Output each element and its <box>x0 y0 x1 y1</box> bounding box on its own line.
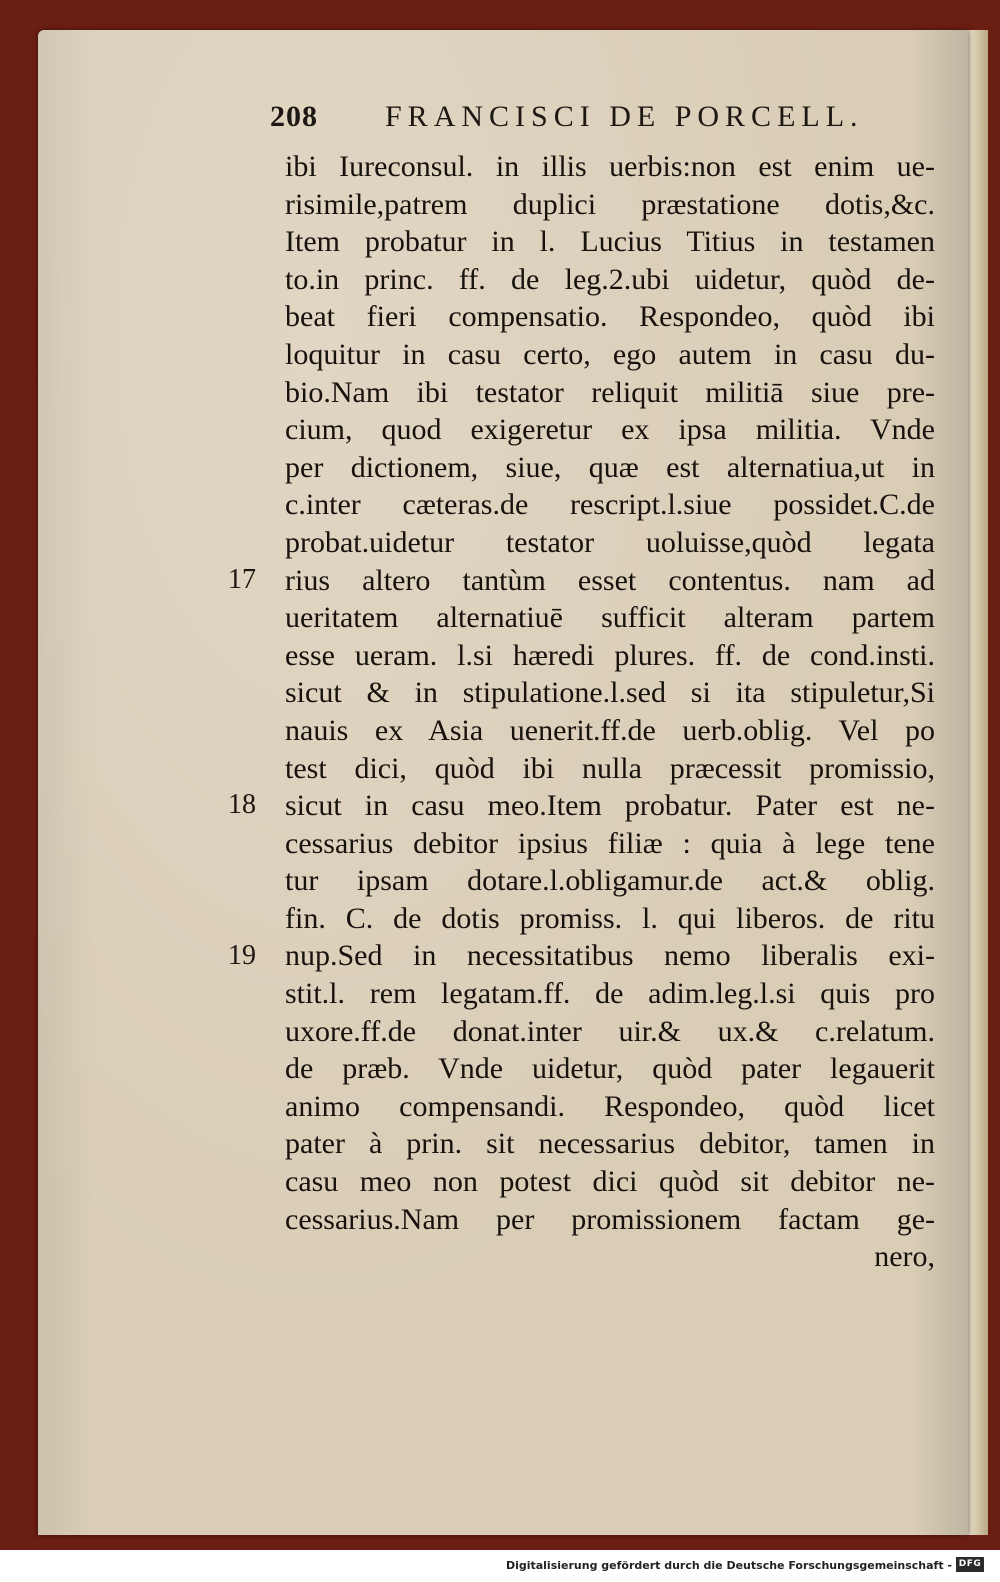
text-line: casu meo non potest dici quòd sit debitor ne- <box>285 1165 935 1199</box>
text-line: pater à prin. sit necessarius debitor, tamen in <box>285 1127 935 1161</box>
page-header <box>270 100 910 140</box>
text-line: beat fieri compensatio. Respondeo, quòd ibi <box>285 300 935 334</box>
text-line: c.inter cæteras.de rescript.l.siue possidet.C.de <box>285 488 935 522</box>
text-line: cium, quod exigeretur ex ipsa militia. Vnde <box>285 413 935 447</box>
text-line: nauis ex Asia uenerit.ff.de uerb.oblig. Vel po <box>285 713 935 747</box>
text-line: cessarius.Nam per promissionem factam ge- <box>285 1202 935 1236</box>
text-line: rius altero tantùm esset contentus. nam ad <box>285 563 935 597</box>
text-line: nero, <box>874 1240 935 1274</box>
text-line: ibi Iureconsul. in illis uerbis:non est enim ue- <box>285 150 935 183</box>
text-line: de præb. Vnde uidetur, quòd pater legauerit <box>285 1052 935 1086</box>
margin-note-number: 19 <box>228 939 256 971</box>
text-line: esse ueram. l.si hæredi plures. ff. de cond.insti. <box>285 638 935 672</box>
funding-notice: Digitalisierung gefördert durch die Deutsche Forschungsgemeinschaft - <box>505 1559 952 1572</box>
text-line: cessarius debitor ipsius filiæ : quia à lege tene <box>285 826 935 860</box>
text-line: risimile,patrem duplici præstatione dotis,&c. <box>285 187 935 221</box>
digitization-footer <box>0 1551 1000 1582</box>
text-line: per dictionem, siue, quæ est alternatiua,ut in <box>285 450 935 484</box>
margin-note-number: 17 <box>228 563 256 595</box>
text-line: test dici, quòd ibi nulla præcessit promissio, <box>285 751 935 785</box>
text-line: sicut & in stipulatione.l.sed si ita stipuletur,Si <box>285 676 935 710</box>
text-line: nup.Sed in necessitatibus nemo liberalis exi- <box>285 939 935 973</box>
running-head: FRANCISCI DE PORCELL. <box>385 100 864 133</box>
text-line: to.in princ. ff. de leg.2.ubi uidetur, quòd de- <box>285 262 935 296</box>
text-line: ueritatem alternatiuē sufficit alteram partem <box>285 601 935 635</box>
text-line: animo compensandi. Respondeo, quòd licet <box>285 1089 935 1123</box>
text-line: uxore.ff.de donat.inter uir.& ux.& c.relatum. <box>285 1014 935 1048</box>
text-line: bio.Nam ibi testator reliquit militiā siue pre- <box>285 375 935 409</box>
text-line: Item probatur in l. Lucius Titius in testamen <box>285 225 935 259</box>
text-line: fin. C. de dotis promiss. l. qui liberos. de ritu <box>285 901 935 935</box>
body-text <box>285 148 935 1276</box>
text-line: stit.l. rem legatam.ff. de adim.leg.l.si quis pro <box>285 977 935 1011</box>
text-line: loquitur in casu certo, ego autem in casu du- <box>285 337 935 371</box>
dfg-logo-icon: DFG <box>956 1557 984 1572</box>
folio-number: 208 <box>270 100 318 133</box>
margin-note-number: 18 <box>228 789 256 821</box>
text-line: probat.uidetur testator uoluisse,quòd legata <box>285 525 935 559</box>
text-line: tur ipsam dotare.l.obligamur.de act.& oblig. <box>285 864 935 898</box>
text-line: sicut in casu meo.Item probatur. Pater est ne- <box>285 789 935 823</box>
